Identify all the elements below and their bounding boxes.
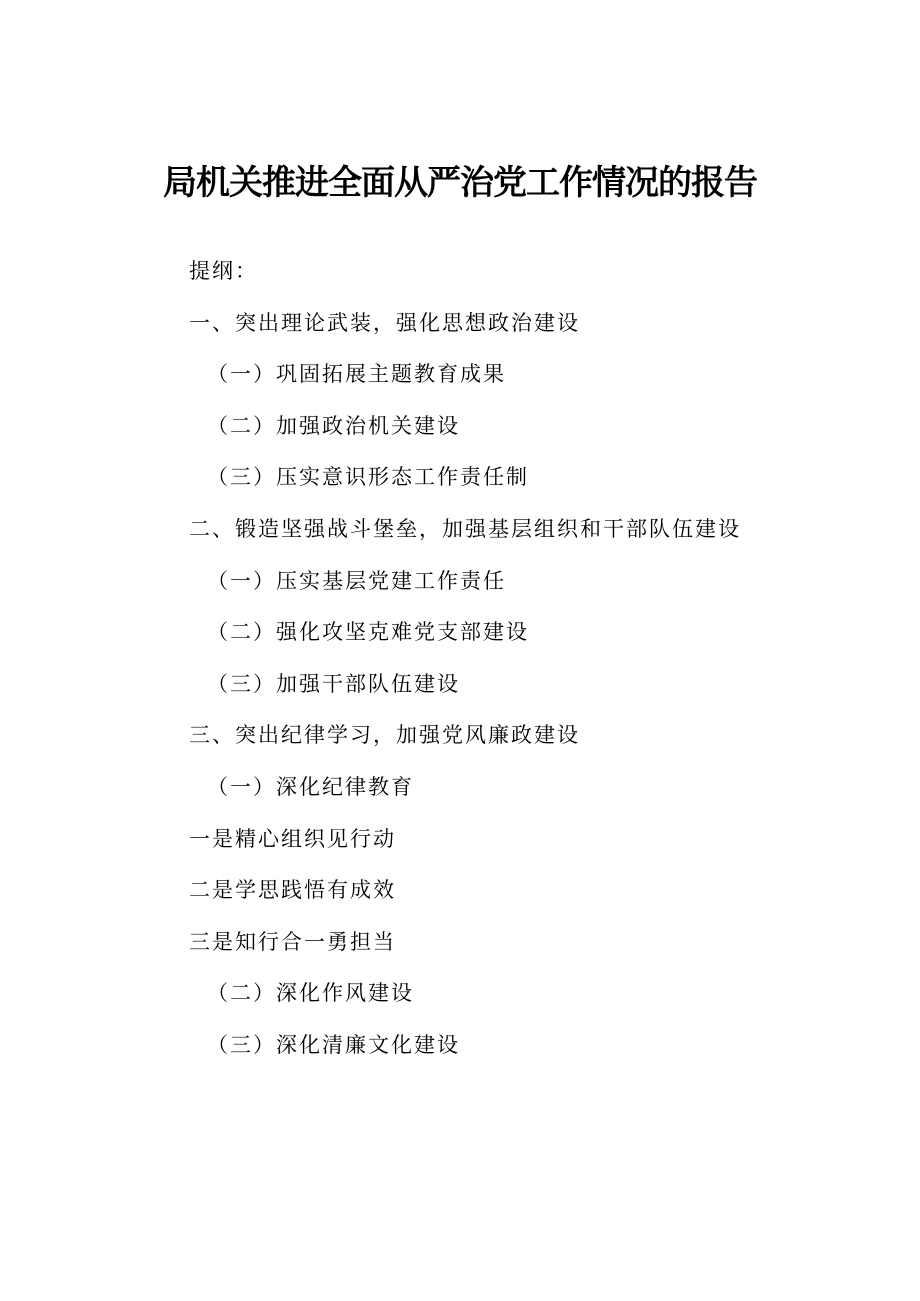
outline-item: （二）强化攻坚克难党支部建设 — [207, 620, 529, 645]
outline-list — [189, 250, 889, 1076]
outline-item: （三）深化清廉文化建设 — [207, 1032, 460, 1057]
outline-point: 二是学思践悟有成效 — [189, 878, 396, 903]
outline-item: （一）深化纪律教育 — [207, 774, 414, 799]
outline-section-1: 一、突出理论武装，强化思想政治建设 — [189, 310, 580, 335]
outline-heading: 提纲： — [189, 259, 258, 283]
outline-item: （三）加强干部队伍建设 — [207, 671, 460, 696]
outline-item: （一）压实基层党建工作责任 — [207, 568, 506, 593]
outline-point: 三是知行合一勇担当 — [189, 929, 396, 954]
document-title: 局机关推进全面从严治党工作情况的报告 — [163, 163, 757, 203]
outline-item: （二）加强政治机关建设 — [207, 413, 460, 438]
outline-section-2: 二、锻造坚强战斗堡垒，加强基层组织和干部队伍建设 — [189, 516, 741, 541]
outline-point: 一是精心组织见行动 — [189, 826, 396, 851]
outline-item: （三）压实意识形态工作责任制 — [207, 465, 529, 490]
outline-section-3: 三、突出纪律学习，加强党风廉政建设 — [189, 723, 580, 748]
outline-item: （一）巩固拓展主题教育成果 — [207, 362, 506, 387]
outline-item: （二）深化作风建设 — [207, 981, 414, 1006]
